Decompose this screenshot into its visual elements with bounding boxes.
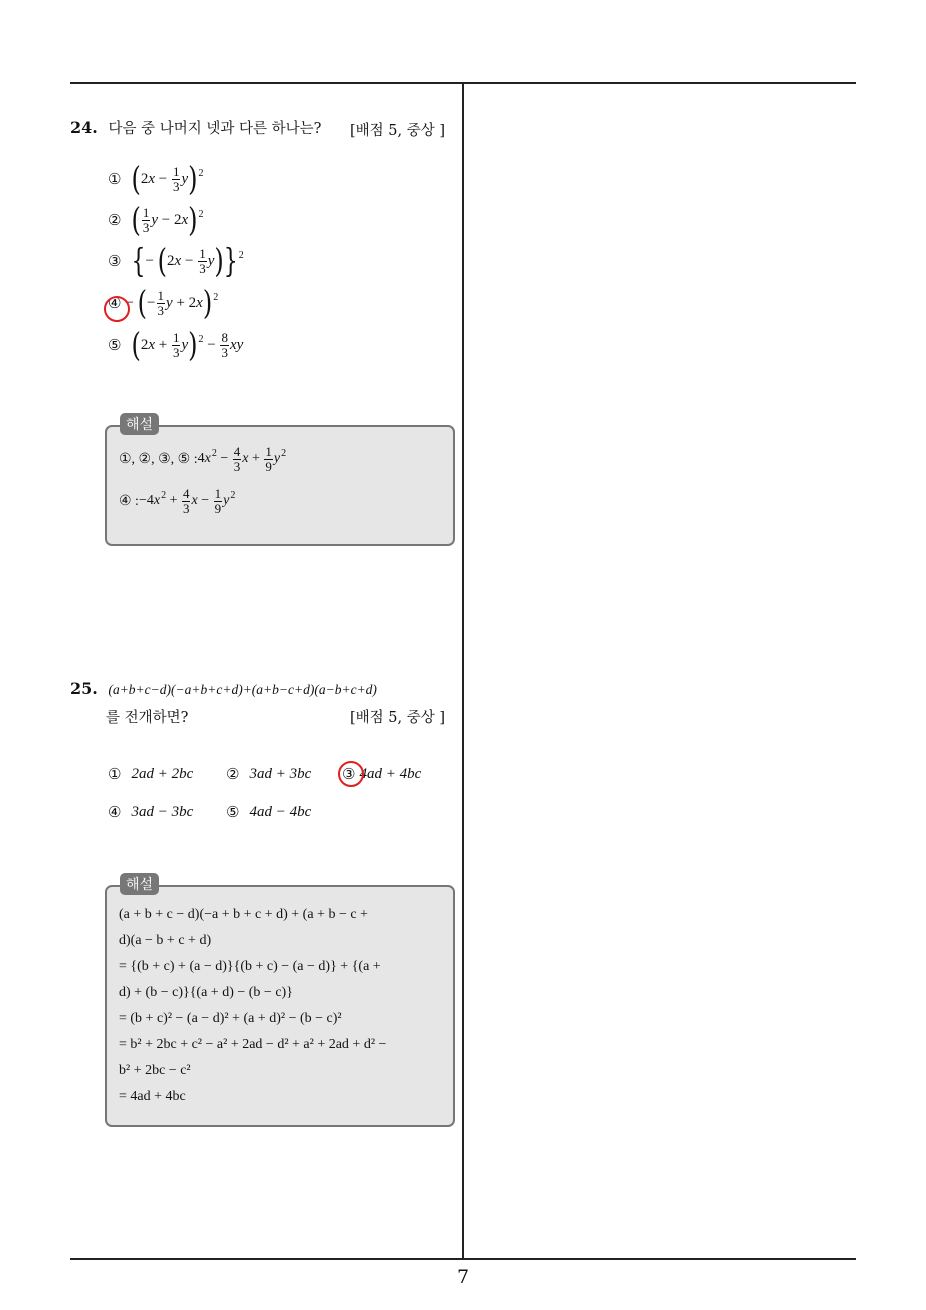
option-value: 2ad + 2bc bbox=[131, 765, 194, 782]
option-mark: ③ bbox=[108, 252, 122, 271]
option-value: 3ad + 3bc bbox=[249, 765, 312, 782]
q24-option-3[interactable]: ③ { − ( 2 x − $\frac{1}{3}$ y ) } $^2$ bbox=[108, 242, 244, 281]
question-number: 25. bbox=[70, 679, 98, 698]
option-mark: ⑤ bbox=[108, 336, 122, 355]
q25-option-1[interactable] bbox=[108, 765, 193, 783]
option-mark: ① bbox=[108, 765, 122, 783]
q25-solution-line: (a + b + c − d)(−a + b + c + d) + (a + b − c + bbox=[119, 907, 368, 922]
q25-solution-line: = (b + c)² − (a − d)² + (a + d)² − (b − c)² bbox=[119, 1011, 342, 1026]
question-24-header bbox=[70, 117, 321, 138]
q24-solution-box bbox=[105, 425, 455, 546]
question-number: 24. bbox=[70, 118, 98, 137]
option-mark: ① bbox=[108, 170, 122, 189]
option-mark: ② bbox=[108, 211, 122, 230]
question-25-text: 를 전개하면? bbox=[106, 710, 189, 726]
q25-solution-line: d) + (b − c)}{(a + d) − (b − c)} bbox=[119, 985, 293, 1000]
option-mark: ② bbox=[226, 765, 240, 783]
question-25-score: [배점 5, 중상 ] bbox=[350, 710, 446, 726]
q25-solution-tag: 해설 bbox=[120, 873, 159, 895]
q25-solution-box bbox=[105, 885, 455, 1127]
q25-option-5[interactable] bbox=[226, 803, 311, 821]
q24-solution-tag: 해설 bbox=[120, 413, 159, 435]
q25-solution-line: d)(a − b + c + d) bbox=[119, 933, 212, 948]
bottom-rule bbox=[70, 1258, 856, 1260]
q24-solution-line-2: ④ : −4 x $^2$ + $\frac{4}{3}$ x − $\frac{1}{9}$ y $^2$ bbox=[119, 486, 236, 516]
q24-option-4[interactable]: ④ − ( − $\frac{1}{3}$ y + 2 x ) $^2$ bbox=[108, 284, 219, 323]
option-mark: ③ bbox=[342, 765, 356, 783]
option-value: 4ad + 4bc bbox=[359, 765, 422, 782]
option-value: 4ad − 4bc bbox=[249, 803, 312, 820]
question-25-header bbox=[70, 679, 377, 698]
q25-solution-line: = {(b + c) + (a − d)}{(b + c) − (a − d)} + {(a + bbox=[119, 959, 381, 974]
q25-solution-line: b² + 2bc − c² bbox=[119, 1063, 191, 1078]
q24-option-5[interactable]: ⑤ ( 2 x + $\frac{1}{3}$ y ) $^2$ − $\frac{8}{3}$ xy bbox=[108, 326, 244, 365]
question-24-score: [배점 5, 중상 ] bbox=[350, 123, 446, 139]
page-number: 7 bbox=[456, 1266, 470, 1288]
question-expression: (a+b+c−d)(−a+b+c+d)+(a+b−c+d)(a−b+c+d) bbox=[108, 682, 377, 697]
q24-solution-line-1: ①, ②, ③, ⑤ : 4 x $^2$ − $\frac{4}{3}$ x + $\frac{1}{9}$ y $^2$ bbox=[119, 444, 287, 474]
option-value: 3ad − 3bc bbox=[131, 803, 194, 820]
answer-circle-mark bbox=[338, 761, 364, 787]
question-text: 다음 중 나머지 넷과 다른 하나는? bbox=[108, 121, 322, 137]
q25-solution-line: = 4ad + 4bc bbox=[119, 1089, 186, 1104]
q24-option-2[interactable]: ② ( $\frac{1}{3}$ y − 2 x ) $^2$ bbox=[108, 201, 204, 240]
q24-option-1[interactable]: ① ( 2 x − $\frac{1}{3}$ y ) $^2$ bbox=[108, 160, 204, 199]
option-mark: ⑤ bbox=[226, 803, 240, 821]
option-mark: ④ bbox=[108, 803, 122, 821]
q25-solution-line: = b² + 2bc + c² − a² + 2ad − d² + a² + 2ad + d² − bbox=[119, 1037, 387, 1052]
q25-option-4[interactable] bbox=[108, 803, 193, 821]
column-divider bbox=[462, 82, 464, 1259]
q25-option-2[interactable] bbox=[226, 765, 311, 783]
option-mark: ④ bbox=[108, 294, 122, 313]
answer-circle-mark bbox=[104, 296, 130, 322]
